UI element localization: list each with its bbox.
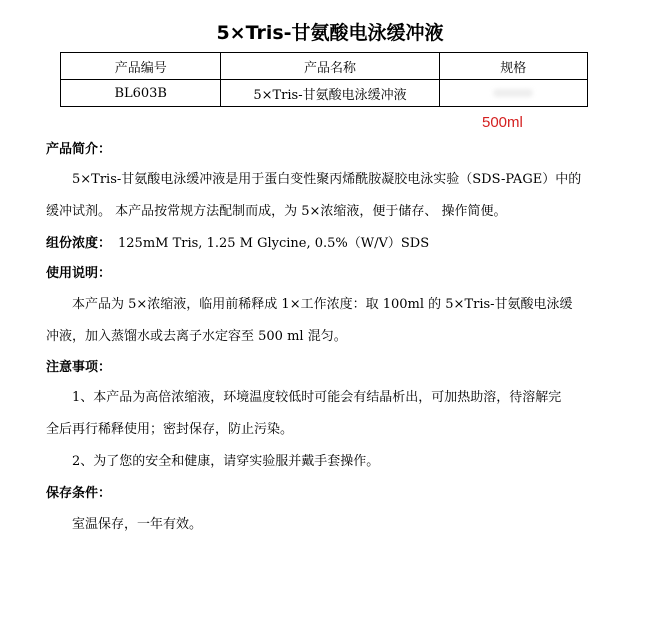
composition-text: 125mM Tris, 1.25 M Glycine, 0.5%（W/V）SDS: [118, 236, 430, 251]
intro-line-2: 缓冲试剂。 本产品按常规方法配制而成，为 5×浓缩液，便于储存、 操作简便。: [46, 204, 507, 219]
intro-line-1: 5×Tris-甘氨酸电泳缓冲液是用于蛋白变性聚丙烯酰胺凝胶电泳实验（SDS-PAGE）中的: [72, 172, 582, 187]
composition-heading: 组份浓度：: [46, 236, 112, 251]
document-title: 5×Tris-甘氨酸电泳缓冲液: [216, 22, 444, 44]
spec-annotation: 500ml: [482, 114, 523, 131]
usage-line-2: 冲液，加入蒸馏水或去离子水定容至 500 ml 混匀。: [46, 329, 347, 344]
notes-heading: 注意事项：: [46, 360, 112, 375]
notes-line-1: 1、本产品为高倍浓缩液，环境温度较低时可能会有结晶析出，可加热助溶，待溶解完: [72, 390, 562, 405]
table-header-row: [61, 53, 588, 80]
notes-line-2: 全后再行稀释使用；密封保存，防止污染。: [46, 422, 294, 437]
usage-line-1: 本产品为 5×浓缩液，临用前稀释成 1×工作浓度：取 100ml 的 5×Tris-甘氨酸电泳缓: [72, 297, 573, 312]
product-table: [60, 52, 588, 107]
table-row: [61, 80, 588, 107]
usage-heading: 使用说明：: [46, 266, 112, 281]
cell-spec: [439, 80, 587, 107]
cell-name: 5×Tris-甘氨酸电泳缓冲液: [221, 80, 439, 107]
storage-text: 室温保存，一年有效。: [72, 517, 203, 532]
redacted-spec: [493, 89, 533, 97]
header-name: 产品名称: [221, 53, 439, 80]
storage-heading: 保存条件：: [46, 486, 112, 501]
intro-heading: 产品简介：: [46, 142, 112, 157]
header-spec: 规格: [439, 53, 587, 80]
notes-line-3: 2、为了您的安全和健康，请穿实验服并戴手套操作。: [72, 454, 380, 469]
header-code: 产品编号: [61, 53, 221, 80]
cell-code: BL603B: [61, 80, 221, 107]
